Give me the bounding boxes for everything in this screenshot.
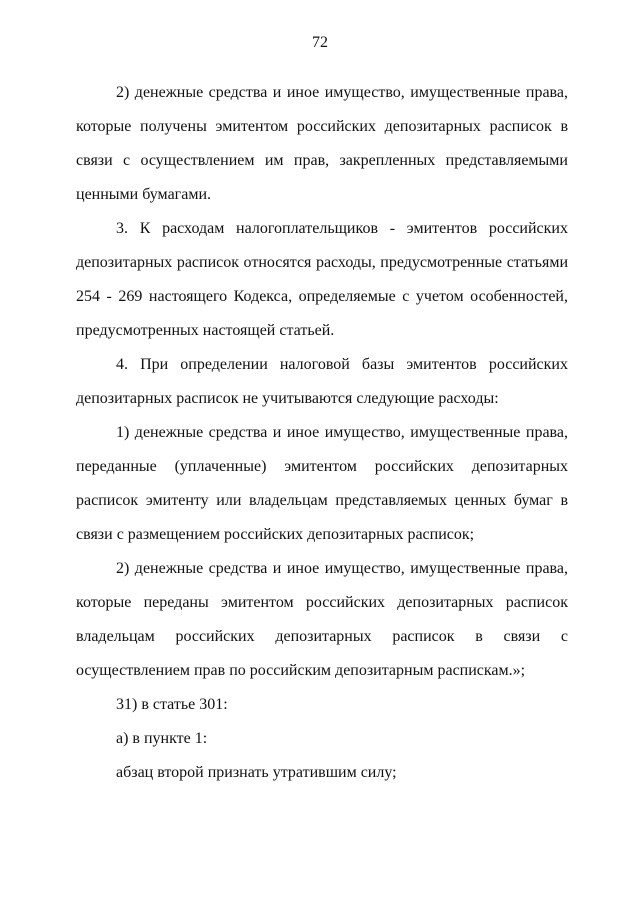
paragraph-point-1: а) в пункте 1: <box>116 730 208 747</box>
paragraph-article-301: 31) в статье 301: <box>116 696 228 713</box>
paragraph-item-2-transferred: 2) денежные средства и иное имущество, имущественные права, которые переданы эмитентом российских депозитарных расписок владельцам российских депозитарных расписок в связи с осуществлением прав по российским депозитарным распискам.»; <box>76 560 568 679</box>
page-number: 72 <box>312 34 328 51</box>
paragraph-abzac: абзац второй признать утратившим силу; <box>116 764 397 781</box>
paragraph-item-2-received: 2) денежные средства и иное имущество, имущественные права, которые получены эмитентом российских депозитарных расписок в связи с осуществлением им прав, закрепленных представляемыми ценными бумагами. <box>76 84 568 203</box>
document-body <box>76 76 568 790</box>
paragraph-item-1-transferred: 1) денежные средства и иное имущество, имущественные права, переданные (уплаченные) эмитентом российских депозитарных расписок эмитенту или владельцам представляемых ценных бумаг в связи с размещением российских депозитарных расписок; <box>76 424 568 543</box>
paragraph-tax-base: 4. При определении налоговой базы эмитентов российских депозитарных расписок не учитываются следующие расходы: <box>76 356 568 407</box>
paragraph-expenses: 3. К расходам налогоплательщиков - эмитентов российских депозитарных расписок относятся расходы, предусмотренные статьями 254 - 269 настоящего Кодекса, определяемые с учетом особенностей, предусмотренных настоящей статьей. <box>76 220 568 339</box>
